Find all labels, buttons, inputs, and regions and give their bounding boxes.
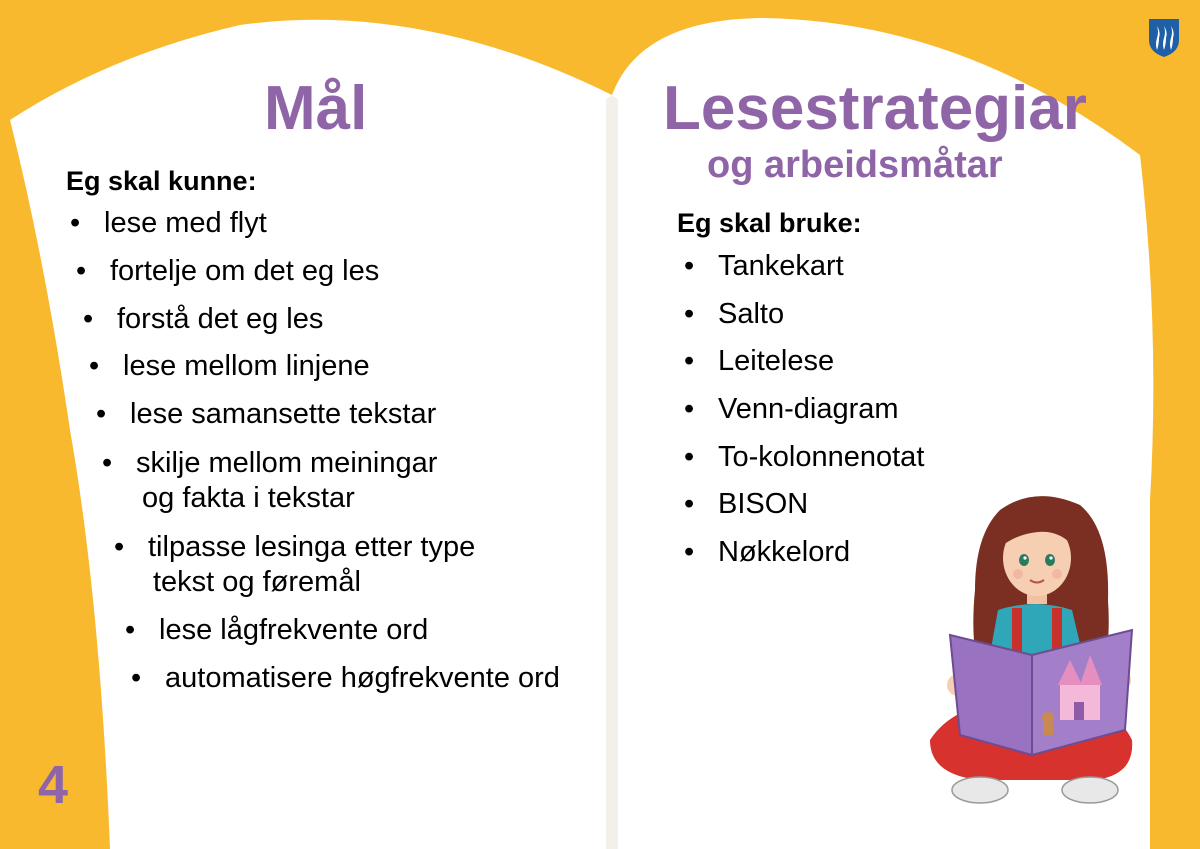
bullet-icon: • xyxy=(114,531,125,563)
right-page-heading: Eg skal bruke: xyxy=(677,208,862,238)
bullet-icon: • xyxy=(684,488,695,520)
bullet-icon: • xyxy=(125,614,136,646)
left-page-title: Mål xyxy=(264,74,368,143)
bullet-icon: • xyxy=(83,303,94,335)
bullet-icon: • xyxy=(684,393,695,425)
goal-text-continued: tekst og føremål xyxy=(153,566,361,598)
strategy-text: Venn-diagram xyxy=(718,393,899,425)
strategy-text: Leitelese xyxy=(718,345,835,377)
bullet-icon: • xyxy=(684,250,695,282)
page-number: 4 xyxy=(38,755,69,815)
strategy-text: BISON xyxy=(718,488,809,520)
bullet-icon: • xyxy=(76,255,87,287)
goal-text: fortelje om det eg les xyxy=(110,255,380,287)
girl-reading-book-illustration xyxy=(920,490,1150,820)
bullet-icon: • xyxy=(684,298,695,330)
left-page-heading: Eg skal kunne: xyxy=(66,166,257,196)
bullet-icon: • xyxy=(684,441,695,473)
county-shield-icon xyxy=(1148,18,1180,58)
strategy-text: To-kolonnenotat xyxy=(718,441,925,473)
goal-text: lese mellom linjene xyxy=(123,350,370,382)
right-page-title: Lesestrategiar xyxy=(663,74,1087,143)
bullet-icon: • xyxy=(684,536,695,568)
right-page-subtitle: og arbeidsmåtar xyxy=(707,144,1003,186)
goal-text: skilje mellom meiningar xyxy=(136,447,438,479)
strategy-text: Nøkkelord xyxy=(718,536,851,568)
bullet-icon: • xyxy=(684,345,695,377)
goal-text-continued: og fakta i tekstar xyxy=(142,482,355,514)
bullet-icon: • xyxy=(131,662,142,694)
goal-text: lese med flyt xyxy=(104,207,267,239)
bullet-icon: • xyxy=(96,398,107,430)
goal-text: lese samansette tekstar xyxy=(130,398,437,430)
goal-text: tilpasse lesinga etter type xyxy=(148,531,476,563)
bullet-icon: • xyxy=(89,350,100,382)
strategy-text: Tankekart xyxy=(718,250,844,282)
strategy-text: Salto xyxy=(718,298,785,330)
goal-text: lese lågfrekvente ord xyxy=(159,614,429,646)
goal-text: forstå det eg les xyxy=(117,303,324,335)
goal-text: automatisere høgfrekvente ord xyxy=(165,662,560,694)
bullet-icon: • xyxy=(70,207,81,239)
bullet-icon: • xyxy=(102,447,113,479)
